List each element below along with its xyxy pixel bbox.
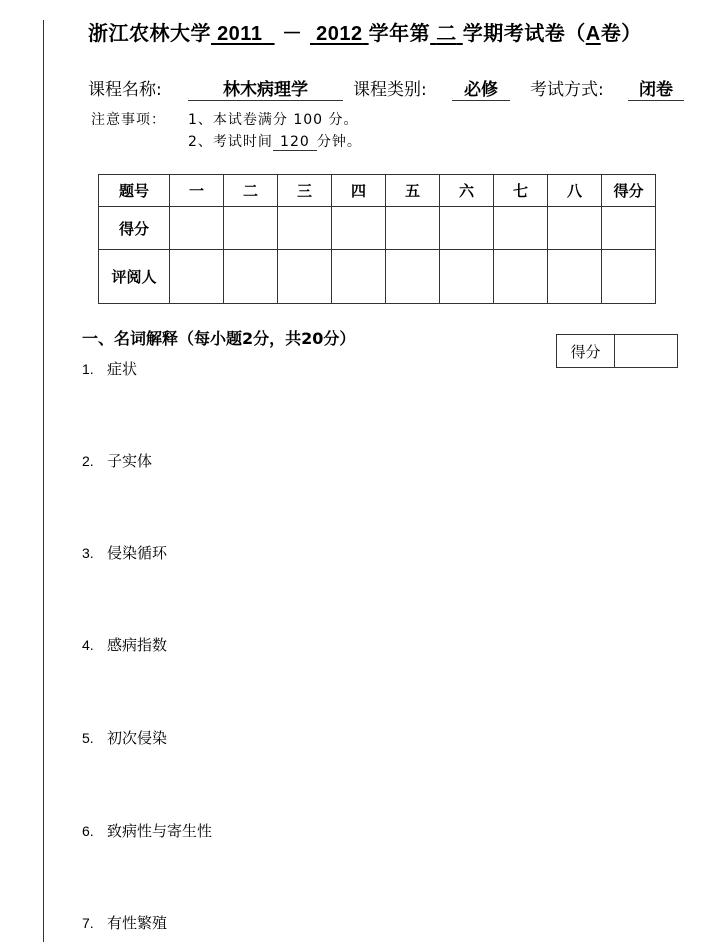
score-cell[interactable]: [386, 207, 440, 250]
exam-title: [88, 17, 642, 46]
title-mid: 学年第: [368, 21, 431, 45]
version: A: [585, 23, 601, 45]
section-heading: 一、名词解释（每小题2分，共20分）: [82, 329, 356, 348]
row-label: 评阅人: [99, 250, 170, 304]
notes-label: 注意事项：: [91, 112, 166, 128]
grader-cell[interactable]: [494, 250, 548, 304]
header-cell: 题号: [99, 175, 170, 207]
question-item: 6. 致病性与寄生性: [82, 822, 213, 840]
question-item: 4. 感病指数: [82, 636, 168, 654]
title-close: 卷）: [600, 21, 642, 45]
grader-cell[interactable]: [224, 250, 278, 304]
dash: －: [282, 21, 303, 45]
header-cell: 七: [494, 175, 548, 207]
grader-cell[interactable]: [386, 250, 440, 304]
exam-mode-label: 考试方式:: [530, 80, 604, 100]
header-cell: 三: [278, 175, 332, 207]
section-score-cell[interactable]: [615, 335, 678, 368]
score-cell[interactable]: [278, 207, 332, 250]
score-cell[interactable]: [170, 207, 224, 250]
question-item: 1. 症状: [82, 360, 138, 378]
score-table: [98, 174, 656, 304]
course-type: 必修: [452, 75, 510, 101]
header-cell: 得分: [602, 175, 656, 207]
row-label: 得分: [99, 207, 170, 250]
grader-cell[interactable]: [548, 250, 602, 304]
grader-cell[interactable]: [332, 250, 386, 304]
grader-cell[interactable]: [170, 250, 224, 304]
table-header-row: [99, 175, 656, 207]
margin-line: [43, 20, 44, 942]
year-start: 2011: [217, 23, 263, 45]
exam-duration: 120: [273, 134, 317, 151]
exam-mode: 闭卷: [628, 75, 684, 101]
header-cell: 五: [386, 175, 440, 207]
question-item: 2. 子实体: [82, 452, 153, 470]
score-cell[interactable]: [332, 207, 386, 250]
header-cell: 一: [170, 175, 224, 207]
score-cell[interactable]: [440, 207, 494, 250]
score-cell[interactable]: [224, 207, 278, 250]
note-2: 2、考试时间 120 分钟。: [188, 134, 362, 150]
grader-cell[interactable]: [440, 250, 494, 304]
table-row: [99, 207, 656, 250]
grader-cell[interactable]: [602, 250, 656, 304]
question-item: 5. 初次侵染: [82, 729, 168, 747]
title-end: 学期考试卷（: [462, 21, 586, 45]
header-cell: 八: [548, 175, 602, 207]
school-name: 浙江农林大学: [88, 21, 211, 45]
header-cell: 六: [440, 175, 494, 207]
header-cell: 四: [332, 175, 386, 207]
section-score-box: [556, 334, 678, 368]
header-cell: 二: [224, 175, 278, 207]
year-end: 2012: [316, 23, 363, 45]
table-row: [99, 250, 656, 304]
note-1: 1、本试卷满分 100 分。: [188, 112, 359, 128]
grader-cell[interactable]: [278, 250, 332, 304]
course-name-label: 课程名称:: [88, 80, 162, 100]
score-cell[interactable]: [494, 207, 548, 250]
course-type-label: 课程类别:: [353, 80, 427, 100]
question-item: 3. 侵染循环: [82, 544, 168, 562]
course-name: 林木病理学: [188, 75, 343, 101]
score-cell[interactable]: [548, 207, 602, 250]
term: 二: [436, 23, 457, 45]
score-cell[interactable]: [602, 207, 656, 250]
score-label: 得分: [557, 335, 615, 368]
question-item: 7. 有性繁殖: [82, 914, 168, 932]
